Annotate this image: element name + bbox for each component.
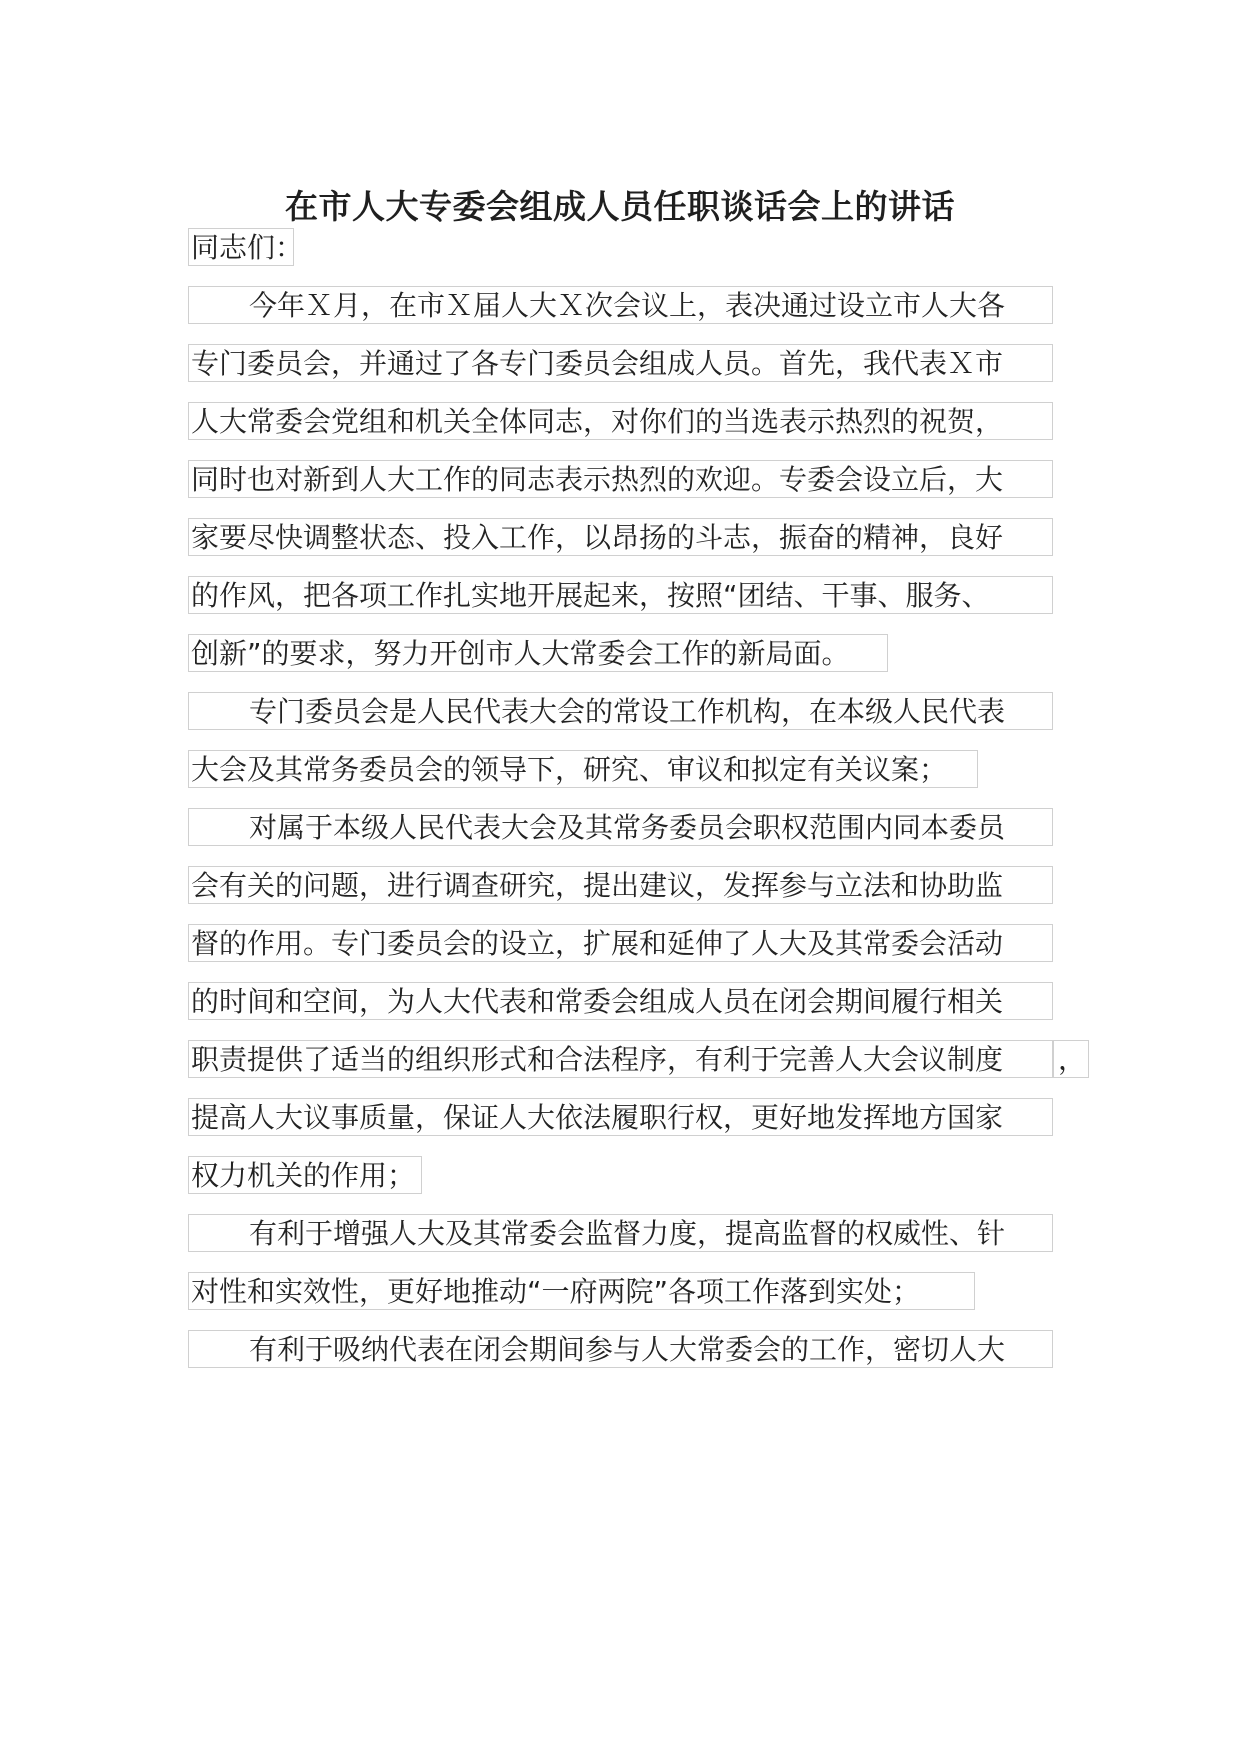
text-line: 职责提供了适当的组织形式和合法程序，有利于完善人大会议制度 xyxy=(188,1040,1053,1078)
text-line: 会有关的问题，进行调查研究，提出建议，发挥参与立法和协助监 xyxy=(188,866,1053,904)
text-line: 今年Ｘ月，在市Ｘ届人大Ｘ次会议上，表决通过设立市人大各 xyxy=(188,286,1053,324)
text-line-tail: ， xyxy=(1053,1040,1089,1078)
text-line: 提高人大议事质量，保证人大依法履职行权，更好地发挥地方国家 xyxy=(188,1098,1053,1136)
text-line: 大会及其常务委员会的领导下，研究、审议和拟定有关议案； xyxy=(188,750,978,788)
text-line: 督的作用。专门委员会的设立，扩展和延伸了人大及其常委会活动 xyxy=(188,924,1053,962)
text-line: 同时也对新到人大工作的同志表示热烈的欢迎。专委会设立后，大 xyxy=(188,460,1053,498)
text-line: 家要尽快调整状态、投入工作，以昂扬的斗志，振奋的精神，良好 xyxy=(188,518,1053,556)
text-line: 的时间和空间，为人大代表和常委会组成人员在闭会期间履行相关 xyxy=(188,982,1053,1020)
text-line: 有利于吸纳代表在闭会期间参与人大常委会的工作，密切人大 xyxy=(188,1330,1053,1368)
text-line: 对属于本级人民代表大会及其常务委员会职权范围内同本委员 xyxy=(188,808,1053,846)
text-line: 专门委员会，并通过了各专门委员会组成人员。首先，我代表Ｘ市 xyxy=(188,344,1053,382)
salutation: 同志们： xyxy=(188,228,294,266)
text-line: 对性和实效性，更好地推动“一府两院”各项工作落到实处； xyxy=(188,1272,975,1310)
text-line: 专门委员会是人民代表大会的常设工作机构，在本级人民代表 xyxy=(188,692,1053,730)
text-line: 人大常委会党组和机关全体同志，对你们的当选表示热烈的祝贺， xyxy=(188,402,1053,440)
text-line: 的作风，把各项工作扎实地开展起来，按照“团结、干事、服务、 xyxy=(188,576,1053,614)
text-line: 权力机关的作用； xyxy=(188,1156,422,1194)
text-line: 创新”的要求，努力开创市人大常委会工作的新局面。 xyxy=(188,634,888,672)
text-line: 有利于增强人大及其常委会监督力度，提高监督的权威性、针 xyxy=(188,1214,1053,1252)
document-title: 在市人大专委会组成人员任职谈话会上的讲话 xyxy=(285,187,955,226)
